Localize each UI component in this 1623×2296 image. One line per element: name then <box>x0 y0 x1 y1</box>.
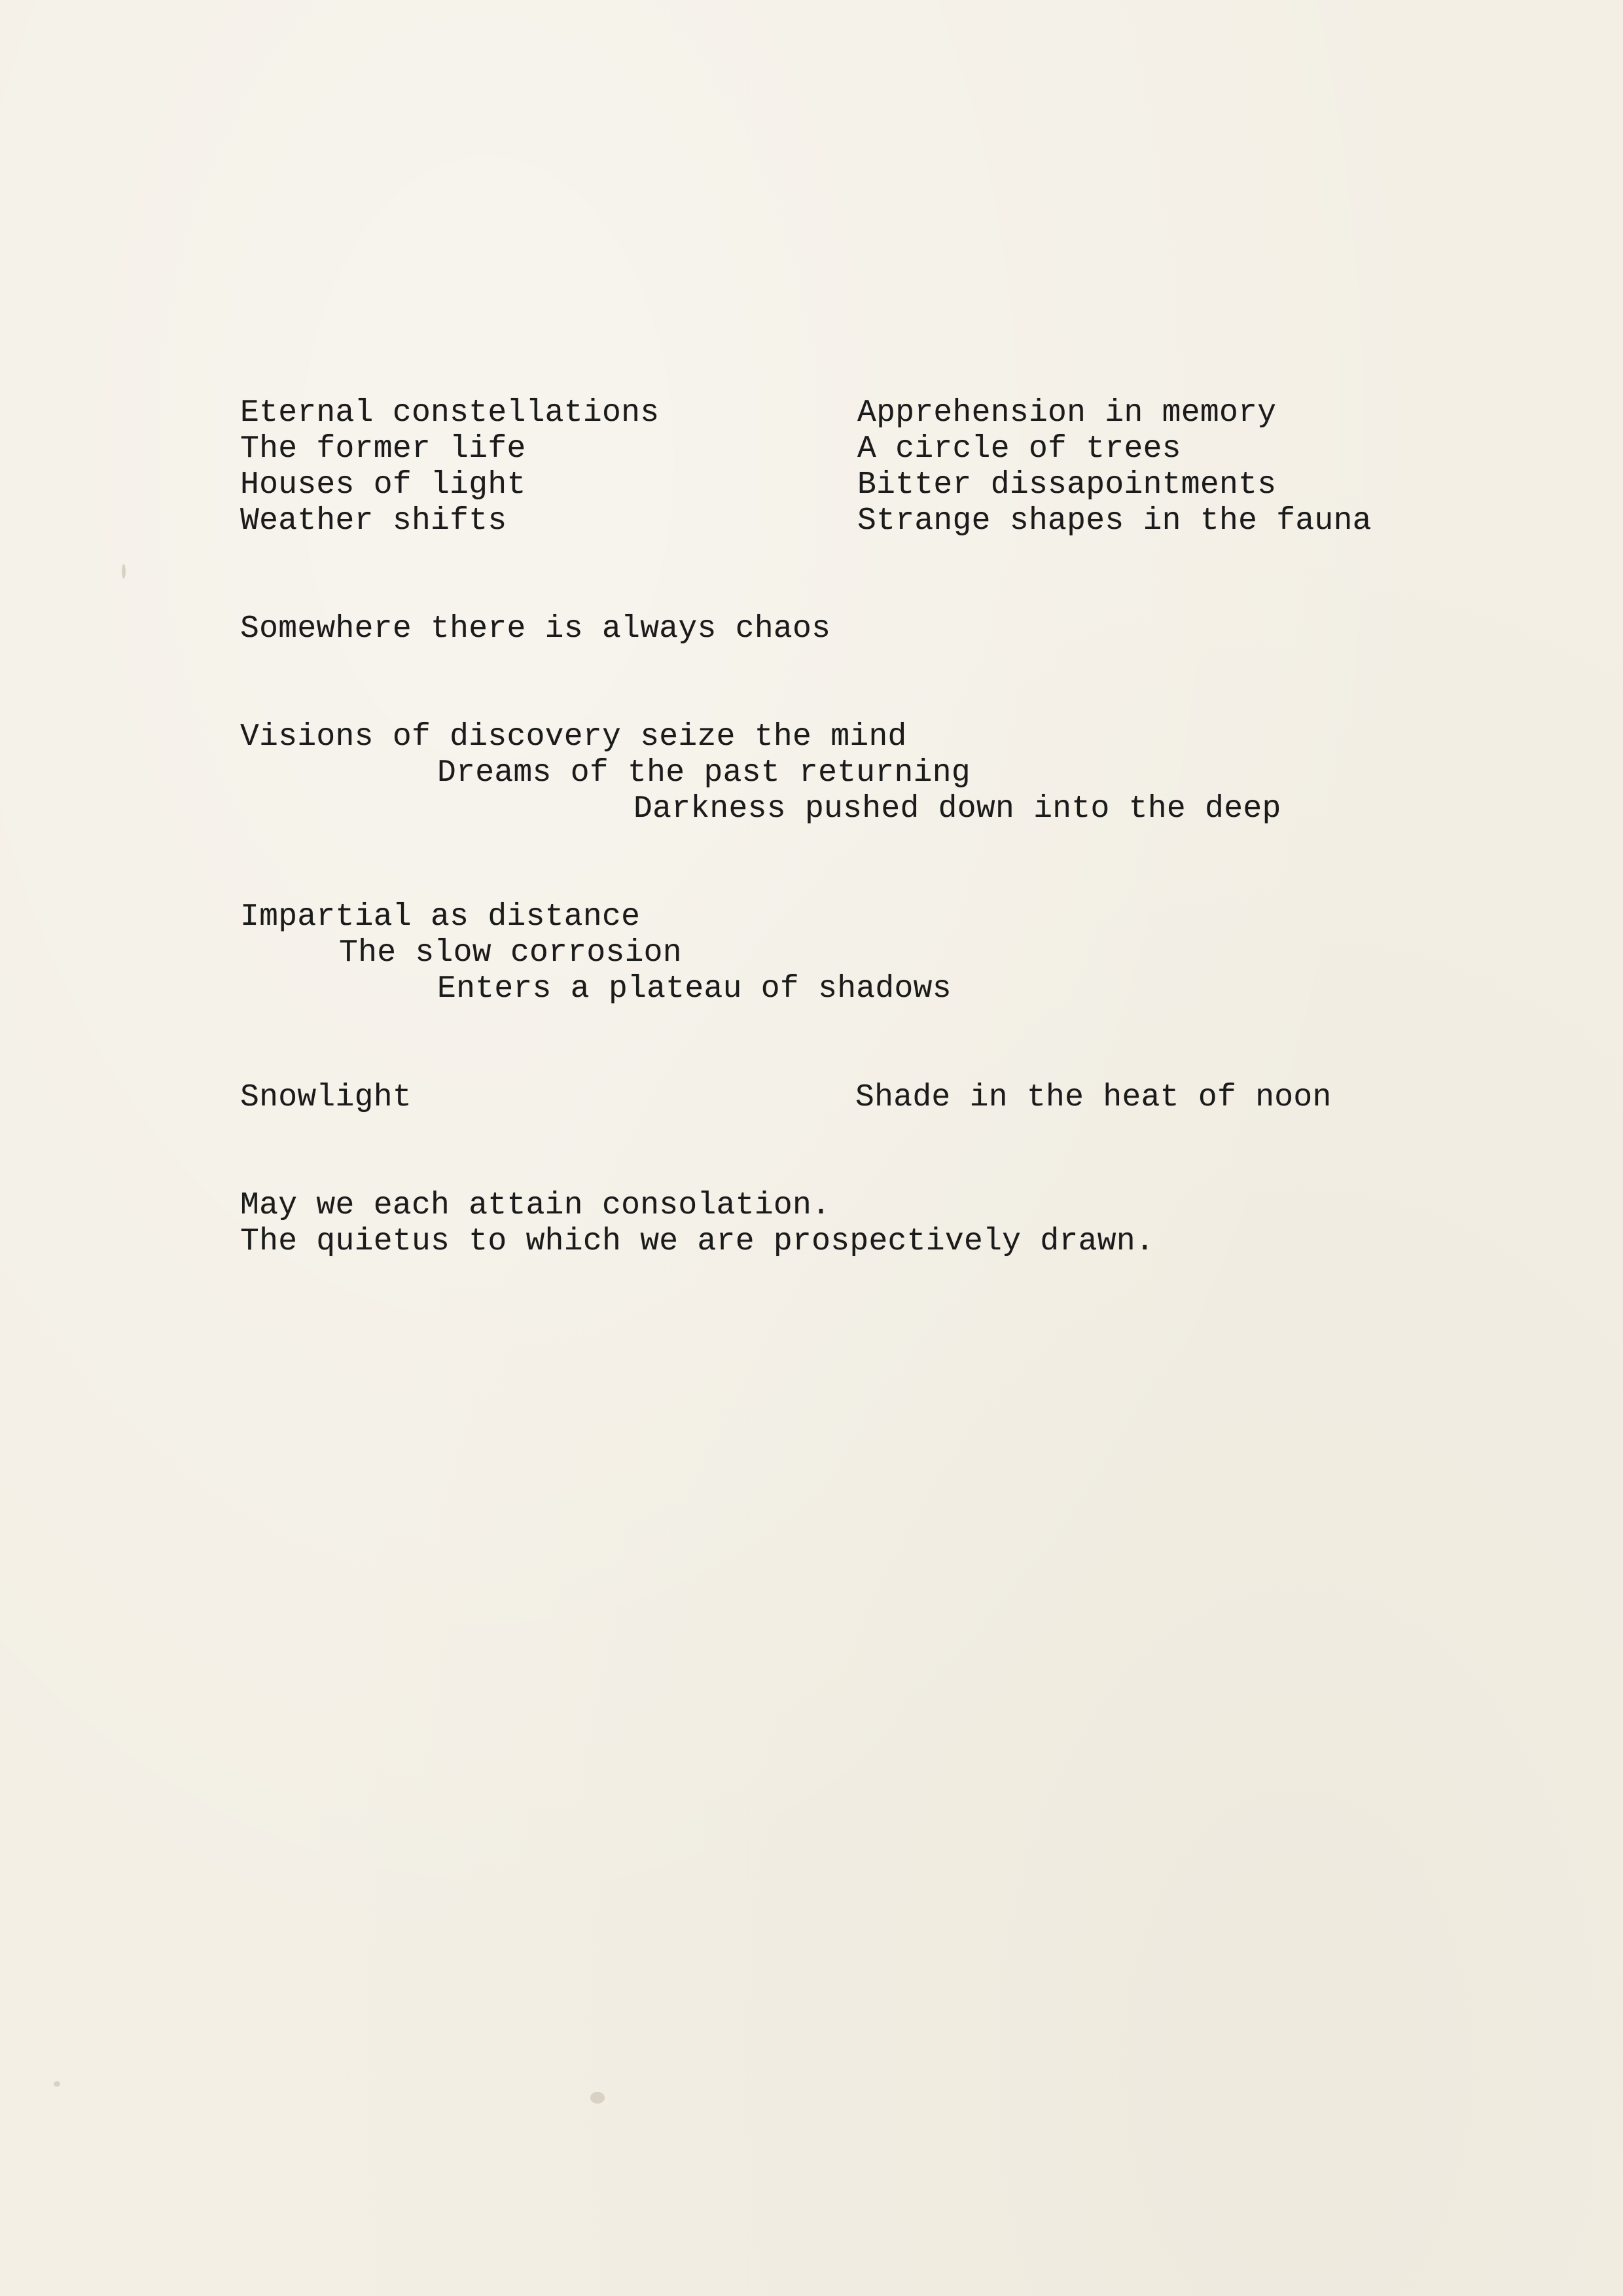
poem-line: Houses of light <box>240 467 526 503</box>
paper-speck <box>122 564 126 579</box>
poem-line: Snowlight <box>240 1080 412 1115</box>
poem-line: Darkness pushed down into the deep <box>633 791 1281 827</box>
poem-line: Somewhere there is always chaos <box>240 611 831 647</box>
poem-line: Enters a plateau of shadows <box>437 971 952 1007</box>
poem-line: Strange shapes in the fauna <box>857 503 1372 539</box>
poem-line: Bitter dissapointments <box>857 467 1277 503</box>
paper-speck <box>54 2081 60 2087</box>
paper-speck <box>590 2092 605 2104</box>
poem-line: A circle of trees <box>857 431 1181 467</box>
poem-line: The quietus to which we are prospectively drawn. <box>240 1224 1155 1259</box>
poem-line: May we each attain consolation. <box>240 1188 831 1223</box>
poem-line: Weather shifts <box>240 503 507 539</box>
poem-line: Visions of discovery seize the mind <box>240 719 907 755</box>
poem-line: Impartial as distance <box>240 899 641 935</box>
poem-line: Shade in the heat of noon <box>855 1080 1332 1115</box>
poem-line: Eternal constellations <box>240 395 660 431</box>
poem-line: The slow corrosion <box>339 935 682 971</box>
poem-line: Dreams of the past returning <box>437 755 971 791</box>
poem-line: Apprehension in memory <box>857 395 1277 431</box>
poem-line: The former life <box>240 431 526 467</box>
